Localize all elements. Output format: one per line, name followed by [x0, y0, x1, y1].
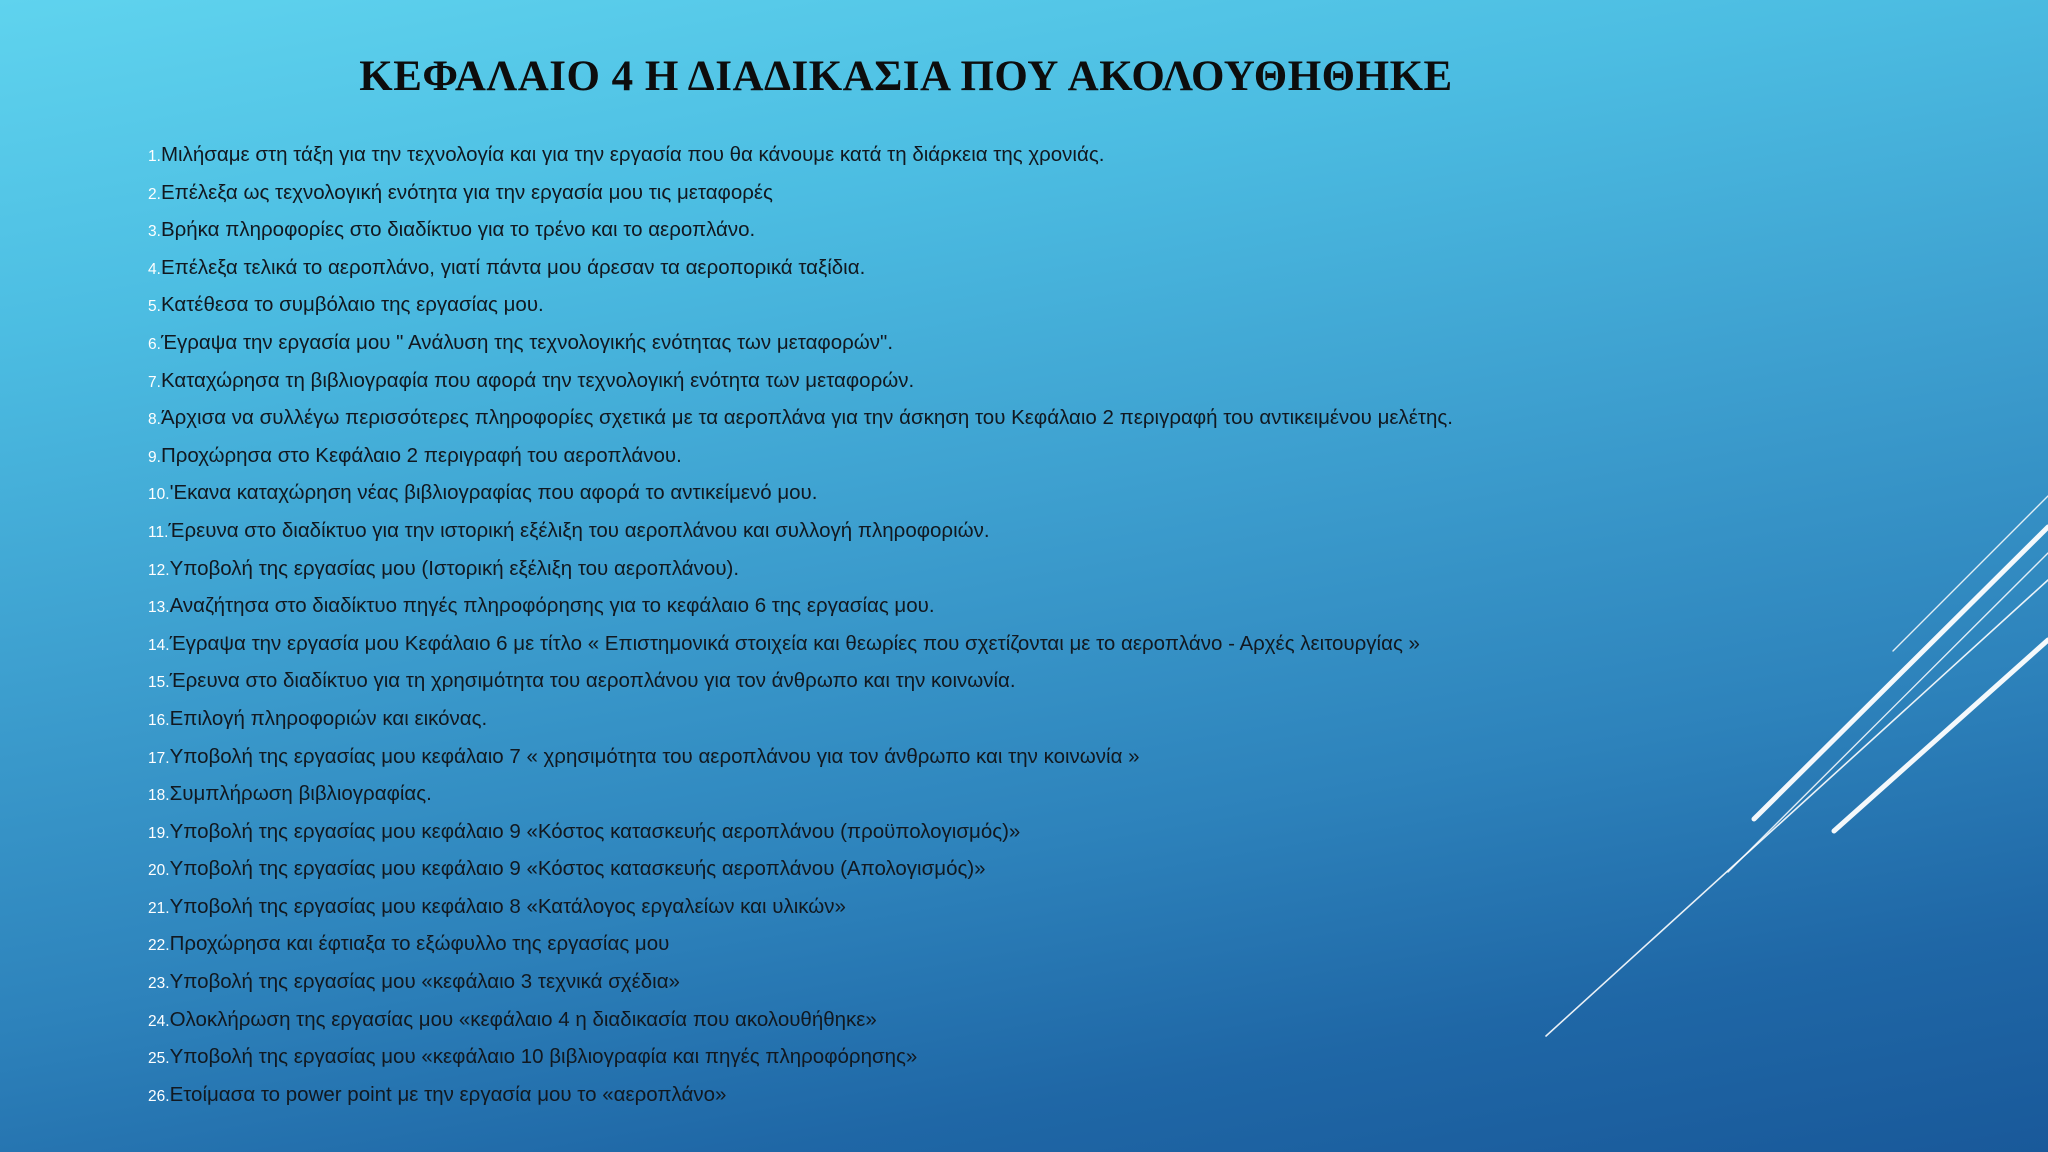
- step-text: Επιλογή πληροφοριών και εικόνας.: [169, 706, 488, 730]
- step-number: 17.: [148, 749, 170, 767]
- decor-line-1: [1546, 580, 2048, 1036]
- step-text: Έγραψα την εργασία μου " Ανάλυση της τεχνολογικής ενότητας των μεταφορών".: [160, 330, 894, 354]
- step-item: [148, 286, 1453, 324]
- step-item: [148, 437, 1453, 475]
- step-number: 26.: [148, 1087, 170, 1105]
- step-text: Υποβολή της εργασίας μου κεφάλαιο 9 «Κόστος κατασκευής αεροπλάνου (προϋπολογισμός)»: [169, 819, 1021, 843]
- step-text: Υποβολή της εργασίας μου (Ιστορική εξέλιξη του αεροπλάνου).: [169, 556, 740, 580]
- step-item: [148, 963, 1453, 1001]
- step-text: Προχώρησα και έφτιαξα το εξώφυλλο της εργασίας μου: [169, 932, 670, 956]
- step-text: Καταχώρησα τη βιβλιογραφία που αφορά την τεχνολογική ενότητα των μεταφορών.: [160, 368, 915, 392]
- step-text: Ετοίμασα το power point με την εργασία μου το «αεροπλάνο»: [169, 1082, 727, 1106]
- step-item: [148, 136, 1453, 174]
- decor-line-5: [1834, 640, 2048, 831]
- step-text: Υποβολή της εργασίας μου «κεφάλαιο 3 τεχνικά σχέδια»: [169, 970, 680, 994]
- step-number: 20.: [148, 862, 170, 880]
- step-number: 7.: [148, 373, 161, 391]
- step-item: [148, 474, 1453, 512]
- step-number: 21.: [148, 899, 170, 917]
- step-text: Προχώρησα στο Κεφάλαιο 2 περιγραφή του αεροπλάνου.: [160, 443, 682, 467]
- step-number: 25.: [148, 1050, 170, 1068]
- step-number: 1.: [148, 148, 161, 165]
- step-item: [148, 1001, 1453, 1039]
- step-text: Επέλεξα ως τεχνολογική ενότητα για την εργασία μου τις μεταφορές: [160, 180, 773, 204]
- step-text: Επέλεξα τελικά το αεροπλάνο, γιατί πάντα μου άρεσαν τα αεροπορικά ταξίδια.: [160, 255, 866, 279]
- step-text: Βρήκα πληροφορίες στο διαδίκτυο για το τρένο και το αεροπλάνο.: [160, 218, 756, 242]
- step-number: 16.: [148, 711, 170, 729]
- step-item: [148, 850, 1453, 888]
- step-text: Υποβολή της εργασίας μου κεφάλαιο 8 «Κατάλογος εργαλείων και υλικών»: [169, 894, 846, 918]
- step-item: [148, 362, 1453, 400]
- step-number: 15.: [148, 674, 170, 692]
- step-text: Έρευνα στο διαδίκτυο για τη χρησιμότητα του αεροπλάνου για τον άνθρωπο και την κοινωνία.: [169, 669, 1016, 693]
- step-number: 18.: [148, 787, 170, 805]
- step-number: 6.: [148, 335, 161, 353]
- step-item: [148, 174, 1453, 212]
- step-item: [148, 512, 1453, 550]
- step-text: Έρευνα στο διαδίκτυο για την ιστορική εξέλιξη του αεροπλάνου και συλλογή πληροφοριών.: [168, 518, 990, 542]
- step-item: [148, 700, 1453, 738]
- step-number: 14.: [148, 636, 170, 654]
- step-text: Έγραψα την εργασία μου Κεφάλαιο 6 με τίτλο « Επιστημονικά στοιχεία και θεωρίες που σχετίζονται με το αεροπλάνο - Αρχές λειτουργίας »: [169, 631, 1420, 655]
- step-item: [148, 925, 1453, 963]
- step-number: 9.: [148, 448, 161, 466]
- slide-title: ΚΕΦΑΛΑΙΟ 4 Η ΔΙΑΔΙΚΑΣΙΑ ΠΟΥ ΑΚΟΛΟΥΘΗΘΗΚΕ: [359, 53, 1453, 100]
- step-item: [148, 587, 1453, 625]
- decor-line-4: [1728, 553, 2048, 872]
- step-number: 24.: [148, 1012, 170, 1030]
- step-item: [148, 625, 1453, 663]
- step-item: [148, 1038, 1453, 1076]
- step-number: 8.: [148, 411, 161, 429]
- step-number: 22.: [148, 937, 170, 955]
- decor-line-3: [1754, 527, 2048, 819]
- step-text: Ολοκλήρωση της εργασίας μου «κεφάλαιο 4 η διαδικασία που ακολουθήθηκε»: [169, 1007, 877, 1031]
- step-item: [148, 249, 1453, 287]
- step-item: [148, 399, 1453, 437]
- step-item: [148, 775, 1453, 813]
- step-number: 11.: [148, 523, 169, 541]
- step-item: [148, 1076, 1453, 1114]
- step-item: [148, 324, 1453, 362]
- step-item: [148, 738, 1453, 776]
- step-number: 12.: [148, 561, 170, 579]
- step-text: Συμπλήρωση βιβλιογραφίας.: [169, 782, 432, 806]
- step-number: 3.: [148, 223, 161, 241]
- step-text: Υποβολή της εργασίας μου «κεφάλαιο 10 βιβλιογραφία και πηγές πληροφόρησης»: [169, 1045, 918, 1069]
- step-number: 13.: [148, 599, 170, 617]
- step-item: [148, 550, 1453, 588]
- decor-line-2: [1893, 496, 2048, 651]
- step-number: 4.: [148, 260, 161, 278]
- step-item: [148, 662, 1453, 700]
- step-text: Κατέθεσα το συμβόλαιο της εργασίας μου.: [160, 293, 544, 317]
- step-number: 23.: [148, 975, 170, 993]
- step-item: [148, 211, 1453, 249]
- step-item: [148, 813, 1453, 851]
- procedure-steps-list: [148, 136, 1453, 1113]
- step-text: Υποβολή της εργασίας μου κεφάλαιο 9 «Κόστος κατασκευής αεροπλάνου (Απολογισμός)»: [169, 857, 986, 881]
- step-text: Άρχισα να συλλέγω περισσότερες πληροφορίες σχετικά με τα αεροπλάνα για την άσκηση του Κεφάλαιο 2 περιγραφή του αντικειμένου μελέτης.: [160, 406, 1453, 430]
- step-item: [148, 888, 1453, 926]
- step-text: 'Εκανα καταχώρηση νέας βιβλιογραφίας που αφορά το αντικείμενό μου.: [169, 481, 818, 505]
- step-number: 10.: [148, 486, 170, 504]
- step-text: Υποβολή της εργασίας μου κεφάλαιο 7 « χρησιμότητα του αεροπλάνου για τον άνθρωπο και την κοινωνία »: [169, 744, 1140, 768]
- step-number: 2.: [148, 185, 161, 203]
- step-number: 19.: [148, 824, 170, 842]
- step-text: Αναζήτησα στο διαδίκτυο πηγές πληροφόρησης για το κεφάλαιο 6 της εργασίας μου.: [169, 594, 935, 618]
- step-number: 5.: [148, 298, 161, 316]
- step-text: Μιλήσαμε στη τάξη για την τεχνολογία και για την εργασία που θα κάνουμε κατά τη διάρκεια της χρονιάς.: [160, 143, 1105, 166]
